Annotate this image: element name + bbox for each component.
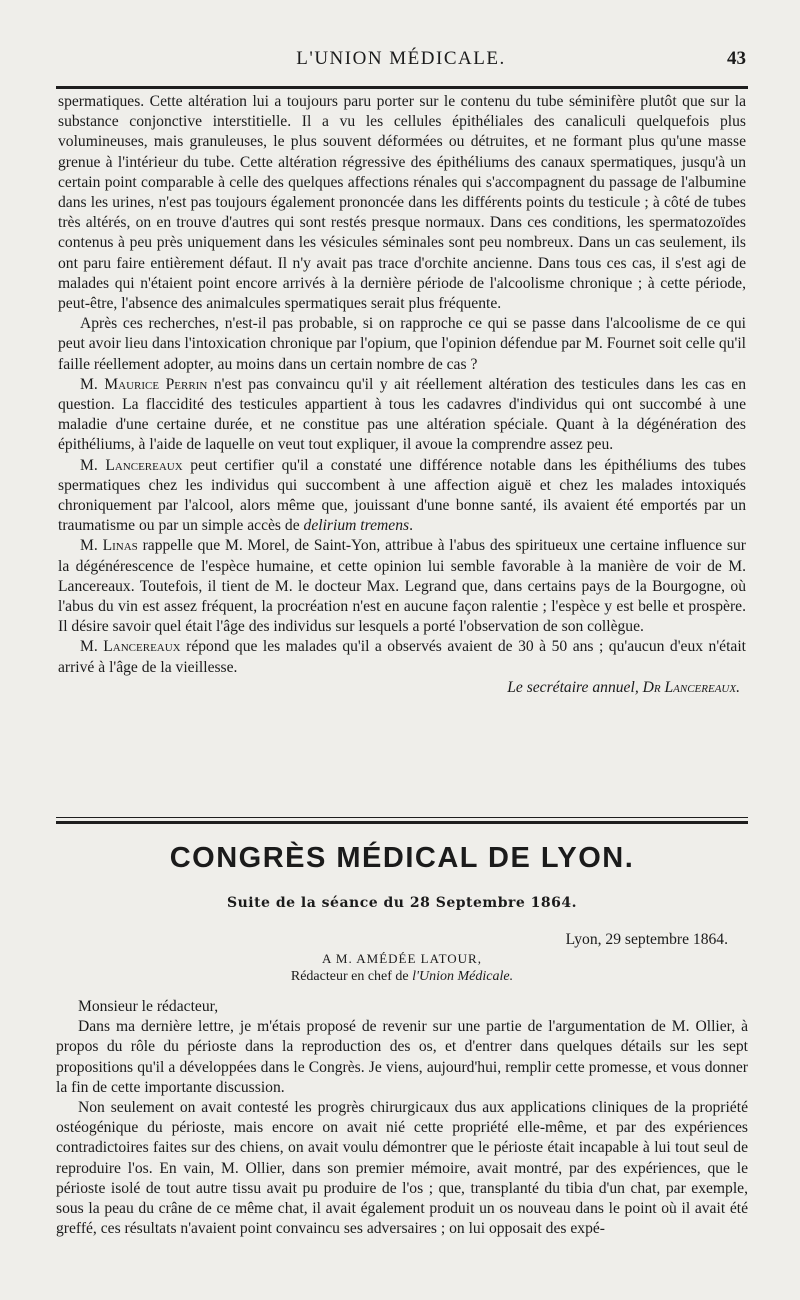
paragraph-1: spermatiques. Cette altération lui a toujours paru porter sur le contenu du tube séminifère plutôt que sur la substance conjonctive interstitielle. Il a vu les cellules épithéliales des canaliculi quelquefois plus volumineuses, mais granuleuses, le plus souvent déformées ou détruites, et ne formant plus qu'une masse grenue à l'intérieur du tube. Cette altération régressive des épithéliums des canaux spermatiques, jusqu'à un certain point comparable à celle des quelques affections rénales qui s'accompagnent du passage de l'albumine dans les urines, n'est pas toujours également prononcée dans les différents points du testicule ; à côté de tubes très altérés, on en trouve d'autres qui sont restés presque normaux. Dans ces conditions, les spermatozoïdes contenus à peu près uniquement dans les vésicules séminales sont peu nombreux. Dans un cas seulement, ils ont paru faire entièrement défaut. Il n'y avait pas trace d'orchite ancienne. Dans tous ces cas, il s'est agi de malades qui n'étaient point encore arrivés à la dernière période de l'alcoolisme chronique ; à cette période, peut-être, l'absence des animalcules spermatiques serait plus fréquente. bbox=[58, 93, 746, 313]
signature bbox=[58, 678, 746, 698]
paragraph-linas bbox=[58, 536, 746, 637]
article-body bbox=[58, 92, 746, 698]
letter-paragraph-2: Non seulement on avait contesté les progrès chirurgicaux dus aux applications cliniques de la propriété ostéogénique du périoste, mais encore on avait nié cette propriété elle-même, et par des expériences contradictoires faites sur des chiens, on avait voulu démontrer que le périoste était incapable à lui tout seul de reproduire l'os. En vain, M. Ollier, dans son premier mémoire, avait montré, par des expériences, que le périoste isolé de tout autre tissu avait pu produire de l'os ; que, transplanté du tibia d'un chat, par exemple, sous la peau du crâne de ce même chat, il avait également produit un os nouveau dans le point où il avait été greffé, ces résultats n'avaient point convaincu ses adversaires ; on lui opposait des expé- bbox=[56, 1099, 748, 1238]
letter-paragraph-1: Dans ma dernière lettre, je m'étais proposé de revenir sur une partie de l'argumentation de M. Ollier, à propos du rôle du périoste dans la reproduction des os, et d'entrer dans quelques détails sur les sept propositions qu'il a développées dans le Congrès. Je viens, aujourd'hui, remplir cette promesse, et vous donner la fin de cette importante discussion. bbox=[56, 1018, 748, 1096]
signature-name: , Dr Lancereaux. bbox=[634, 678, 740, 696]
page-number: 43 bbox=[727, 48, 746, 69]
section-title: CONGRÈS MÉDICAL DE LYON. bbox=[169, 842, 635, 874]
speaker-text: rappelle que M. Morel, de Saint-Yon, attribue à l'abus des spiritueux une certaine influence sur la dégénérescence de l'espèce humaine, et cette opinion lui semble favorable à la manière de voir de M. Lancereaux. Toutefois, il tient de M. le docteur Max. Legrand que, dans certains pays de la Bourgogne, où l'abus du vin est assez fréquent, la procréation n'est en aucune façon ralentie ; l'espèce y est belle et prospère. Il désire savoir quel était l'âge des individus sur lesquels a porté l'observation de son collègue. bbox=[58, 537, 746, 636]
sentence-end: . bbox=[409, 517, 413, 535]
speaker-text: répond que les malades qu'il a observés avaient de 30 à 50 ans ; qu'aucun d'eux n'était arrivé à l'âge de la vieillesse. bbox=[58, 638, 746, 676]
paragraph-lancereaux bbox=[58, 456, 746, 537]
greeting: Monsieur le rédacteur, bbox=[78, 998, 219, 1015]
session-subtitle: Suite de la séance du 28 Septembre 1864. bbox=[226, 895, 577, 911]
running-title: L'UNION MÉDICALE. bbox=[296, 48, 506, 69]
paragraph-2: Après ces recherches, n'est-il pas probable, si on rapproche ce qui se passe dans l'alcoolisme de ce qui peut avoir lieu dans l'intoxication chronique par l'opium, que l'opinion défendue par M. Fournet soit celle qu'il faille réellement adopter, au moins dans un certain nombre de cas ? bbox=[58, 315, 746, 373]
paragraph-lancereaux-reply bbox=[58, 637, 746, 677]
editor-prefix: Rédacteur en chef de bbox=[290, 969, 413, 984]
header-rule bbox=[56, 86, 748, 89]
editor-line bbox=[56, 969, 748, 985]
speaker-text: peut certifier qu'il a constaté une différence notable dans les épithéliums des tubes spermatiques chez les individus qui succombent à une affection aiguë et chez les malades intoxiqués chroniquement par l'alcool, alors même que, jouissant d'une bonne santé, ils avaient été emportés par un traumatisme ou par un simple accès de bbox=[58, 456, 746, 535]
speaker-name: M. Lancereaux bbox=[80, 456, 183, 474]
paragraph-perrin bbox=[58, 375, 746, 456]
congress-section bbox=[56, 834, 748, 1239]
addressee: A M. AMÉDÉE LATOUR, bbox=[322, 951, 482, 966]
journal-name: l'Union Médicale. bbox=[412, 969, 514, 984]
letter-body bbox=[56, 997, 748, 1239]
section-rule-top bbox=[56, 817, 748, 818]
speaker-name: M. Lancereaux bbox=[80, 638, 181, 656]
section-rule-bottom bbox=[56, 821, 748, 824]
dateline: Lyon, 29 septembre 1864. bbox=[565, 931, 728, 948]
page-header bbox=[56, 44, 746, 84]
speaker-name: M. Linas bbox=[80, 537, 138, 555]
signature-role: Le secrétaire annuel bbox=[507, 678, 635, 696]
speaker-text: n'est pas convaincu qu'il y ait réellement altération des testicules dans les cas en question. La flaccidité des testicules appartient à tous les cadavres d'individus qui ont succombé à une maladie d'une certaine durée, et ne constitue pas une altération spéciale. Quant à la dégénération des épithéliums, à l'aide de laquelle on veut tout expliquer, il avoue la comprendre assez peu. bbox=[58, 375, 746, 454]
speaker-name: M. Maurice Perrin bbox=[80, 375, 208, 393]
italic-term: delirium tremens bbox=[303, 517, 410, 535]
